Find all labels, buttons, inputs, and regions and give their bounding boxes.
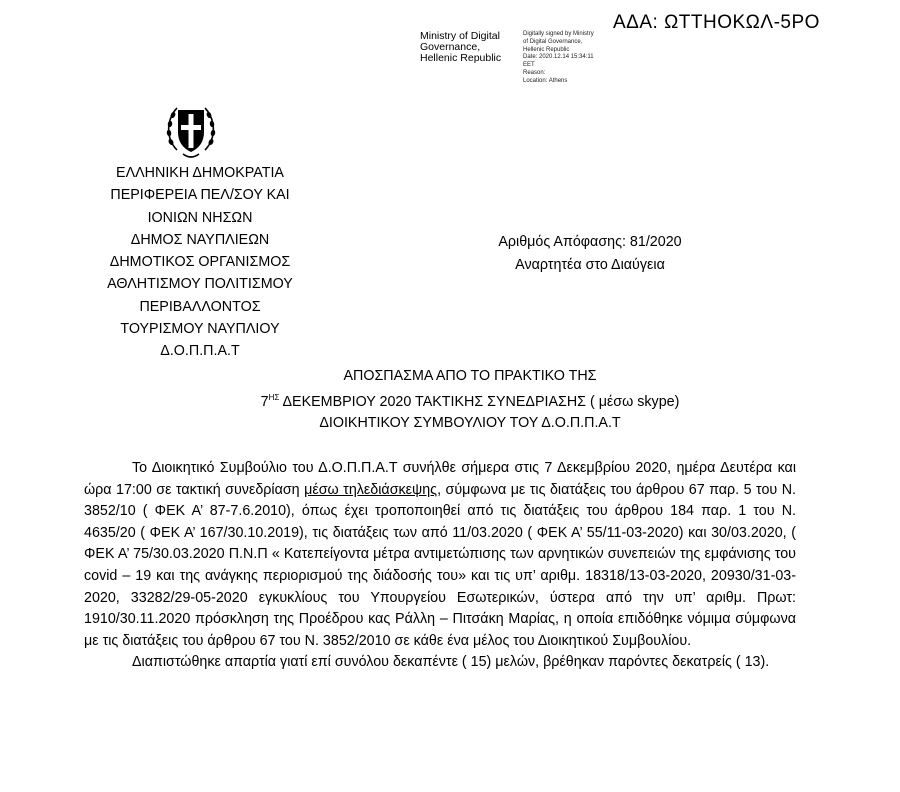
issuer-line: ΤΟΥΡΙΣΜΟΥ ΝΑΥΠΛΙΟΥ	[120, 321, 280, 338]
signature-detail-line: Digitally signed by Ministry	[523, 31, 594, 37]
excerpt-day-suffix: ΗΣ	[268, 393, 280, 402]
signature-detail-line: EET	[523, 62, 535, 69]
ada-code: ΑΔΑ: ΩΤΤΗΟΚΩΛ-5ΡΟ	[613, 12, 820, 33]
excerpt-line	[220, 387, 720, 413]
underlined-text: μέσω τηλεδιάσκεψης,	[304, 481, 442, 498]
signature-name-line: Governance,	[420, 41, 481, 53]
issuer-line: ΠΕΡΙΦΕΡΕΙΑ ΠΕΛ/ΣΟΥ ΚΑΙ	[110, 187, 290, 204]
issuer-line: ΔΗΜΟΤΙΚΟΣ ΟΡΓΑΝΙΣΜΟΣ	[109, 254, 291, 271]
signature-detail-line: Hellenic Republic	[523, 46, 570, 53]
decision-info	[440, 231, 740, 276]
signature-detail-line: of Digital Governance,	[523, 38, 583, 45]
signature-detail-line: Location: Athens	[523, 77, 568, 84]
signature-name	[420, 31, 520, 64]
decision-number: Αριθμός Απόφασης: 81/2020	[498, 234, 682, 250]
paragraph-text: σύμφωνα με τις διατάξεις του άρθρου 67 παρ. 5 του Ν. 3852/10 ( ΦΕΚ Α’ 87-7.6.2010), όπως έχει τροποποιηθεί από τις διατάξεις του άρθρου 184 παρ. 1 του Ν. 4635/20 ( ΦΕΚ Α’ 167/30.10.2019), τις διατάξεις των από 11/03.2020 ( ΦΕΚ Α’ 55/11-03-2020) και 30/03.2020, ( ΦΕΚ Α’ 75/30.03.2020 Π.Ν.Π « Κατεπείγοντα μέτρα αντιμετώπισης των αρνητικών συνεπειών της εμφάνισης του covid – 19 και της ανάγκης περιορισμού της διάδοσής του» και τις υπ’ αριθμ. 18318/13-03-2020, 20930/31-03-2020, 33282/29-05-2020 εγκυκλίους του Υπουργείου Εσωτερικών, ύστερα από την υπ’ αριθμ. Πρωτ: 1910/30.11.2020 πρόσκληση της Προέδρου κας Ράλλη – Πιτσάκη Μαρίας, η οποία επιδόθηκε νόμιμα σύμφωνα με τις διατάξεις του άρθρου 67 του Ν. 3852/2010 σε κάθε ένα μέλος του Διοικητικού Συμβουλίου.	[84, 481, 796, 649]
excerpt-title	[220, 366, 720, 434]
posting-note: Αναρτητέα στο Διαύγεια	[515, 256, 665, 273]
issuer-line: ΠΕΡΙΒΑΛΛΟΝΤΟΣ	[139, 298, 261, 315]
excerpt-line: ΑΠΟΣΠΑΣΜΑ ΑΠΟ ΤΟ ΠΡΑΚΤΙΚΟ ΤΗΣ	[343, 368, 597, 384]
signature-name-line: Ministry of Digital	[420, 30, 500, 42]
greek-coat-of-arms-icon	[163, 100, 219, 162]
paragraph	[84, 458, 796, 652]
paragraph: Διαπιστώθηκε απαρτία γιατί επί συνόλου δεκαπέντε ( 15) μελών, βρέθηκαν παρόντες δεκατρείς ( 13).	[132, 654, 770, 671]
signature-name-line: Hellenic Republic	[420, 52, 502, 64]
issuer-block	[60, 162, 340, 363]
paragraph-text: Το Διοικητικό Συμβούλιο του Δ.Ο.Π.Π.Α.Τ συνήλθε σήμερα στις 7 Δεκεμβρίου 2020, ημέρα Δευτέρα και ώρα 17:00 σε τακτική συνεδρίαση	[84, 460, 796, 498]
excerpt-line: ΔΙΟΙΚΗΤΙΚΟΥ ΣΥΜΒΟΥΛΙΟΥ ΤΟΥ Δ.Ο.Π.Π.Α.Τ	[319, 415, 621, 431]
issuer-line: Δ.Ο.Π.Π.Α.Τ	[160, 343, 240, 360]
issuer-line: ΑΘΛΗΤΙΣΜΟΥ ΠΟΛΙΤΙΣΜΟΥ	[107, 276, 293, 293]
signature-details	[523, 31, 643, 86]
issuer-line: ΔΗΜΟΣ ΝΑΥΠΛΙΕΩΝ	[130, 231, 270, 248]
issuer-line: ΙΟΝΙΩΝ ΝΗΣΩΝ	[147, 209, 253, 226]
excerpt-line-rest: ΔΕΚΕΜΒΡΙΟΥ 2020 ΤΑΚΤΙΚΗΣ ΣΥΝΕΔΡΙΑΣΗΣ ( μέσω skype)	[279, 394, 680, 410]
signature-detail-line: Reason:	[523, 69, 546, 76]
body-text	[84, 458, 796, 674]
signature-detail-line: Date: 2020.12.14 15:34:11	[523, 54, 594, 61]
excerpt-day: 7	[260, 394, 269, 410]
issuer-line: ΕΛΛΗΝΙΚΗ ΔΗΜΟΚΡΑΤΙΑ	[116, 165, 284, 181]
